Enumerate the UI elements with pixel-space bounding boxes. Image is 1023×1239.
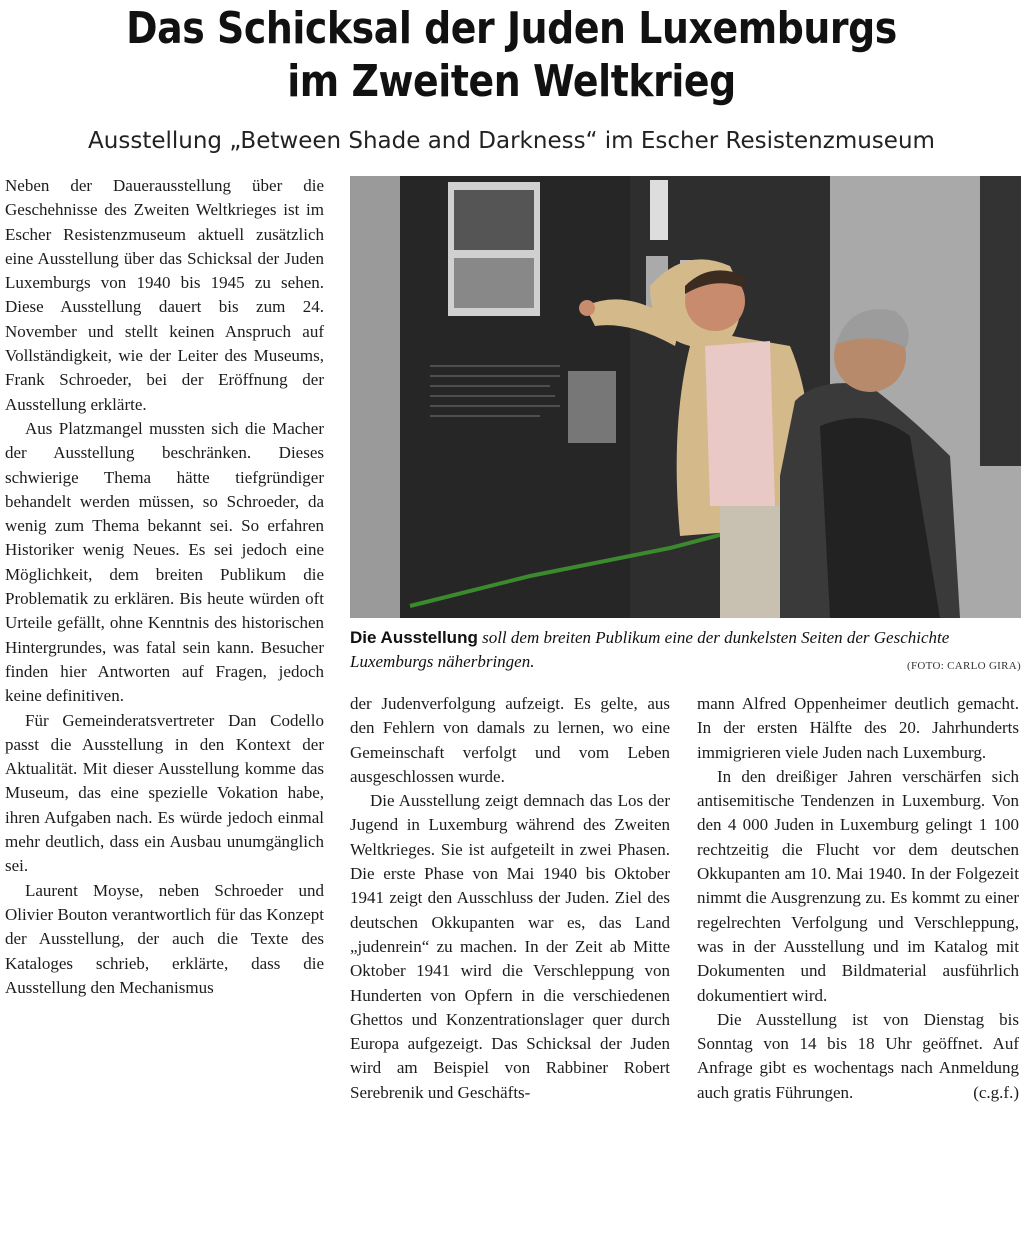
paragraph-2: Aus Platzmangel mussten sich die Macher der Ausstellung beschränken. Dieses schwierige Thema hätte tiefgründiger behandelt werden müssen, so Schroeder, da wenig zum Thema bekannt sei. So erfahren Historiker wenig Neues. Es sei jedoch eine Möglichkeit, dem breiten Publikum die Problematik zu erklären. Bis heute würden oft Urteile gefällt, ohne Kenntnis des historischen Hintergrundes, was fatal sein kann. Besucher finden hier Antworten auf Fragen, jedoch keine definitiven. bbox=[5, 418, 324, 706]
photo-caption bbox=[350, 626, 1021, 674]
paragraph-3: Für Gemeinderatsvertreter Dan Codello passt die Ausstellung in den Kontext der Aktualität. Mit dieser Ausstellung komme das Museum, das eine spezielle Vokation habe, ihren Aufgaben nach. Es würde jedoch einmal mehr deutlich, dass ein Ausbau unumgänglich sei. bbox=[5, 710, 324, 876]
caption-lead: Die Ausstellung bbox=[350, 628, 478, 647]
article-column-3 bbox=[697, 692, 1019, 1105]
article-column-1 bbox=[5, 174, 324, 1000]
headline-line-1: Das Schicksal der Juden Luxemburgs bbox=[126, 3, 897, 54]
paragraph-1: Neben der Dauerausstellung über die Geschehnisse des Zweiten Weltkrieges ist im Escher Resistenzmuseum aktuell zusätzlich eine Ausstellung über das Schicksal der Juden Luxemburgs von 1940 bis 1945 zu sehen. Diese Ausstellung dauert bis zum 24. November und stellt keinen Anspruch auf Vollständigkeit, wie der Leiter des Museums, Frank Schroeder, bei der Eröffnung der Ausstellung erklärte. bbox=[5, 176, 324, 414]
paragraph-7-text: Die Ausstellung ist von Dienstag bis Sonntag von 14 bis 18 Uhr geöffnet. Auf Anfrage gibt es wochentags nach Anmeldung auch gratis Führungen. bbox=[697, 1009, 1019, 1102]
photo-credit: (FOTO: CARLO GIRA) bbox=[907, 660, 1021, 672]
paragraph-5: Die Ausstellung zeigt demnach das Los der Jugend in Luxemburg während des Zweiten Weltkrieges. Sie ist aufgeteilt in zwei Phasen. Die erste Phase von Mai 1940 bis Oktober 1941 zeigt den Ausschluss der Juden. Ziel des deutschen Okkupanten war es, das Land „judenrein“ zu machen. In der Zeit ab Mitte Oktober 1941 wird die Verschleppung von Hunderten von Opfern in die verschiedenen Ghettos und Konzentrationslager quer durch Europa aufgezeigt. Das Schicksal der Juden wird am Beispiel von Rabbiner Robert Serebrenik und Geschäfts- bbox=[350, 791, 670, 1102]
caption-text: soll dem breiten Publikum eine der dunkelsten Seiten der Geschichte Luxemburgs näherbringen. bbox=[350, 628, 950, 671]
subtitle: Ausstellung „Between Shade and Darkness“ im Escher Resistenzmuseum bbox=[88, 128, 935, 154]
paragraph-6: In den dreißiger Jahren verschärfen sich antisemitische Tendenzen in Luxemburg. Von den 4 000 Juden in Luxemburg gelingt 1 100 rechtzeitig die Flucht vor dem deutschen Okkupanten am 10. Mai 1940. In der Folgezeit nimmt die Ausgrenzung zu. Es kommt zu einer regelrechten Verfolgung und Verschleppung, was in der Ausstellung und im Katalog mit Dokumenten und Bildmaterial ausführlich dokumentiert wird. bbox=[697, 766, 1019, 1005]
paragraph-5-continued: mann Alfred Oppenheimer deutlich gemacht. In der ersten Hälfte des 20. Jahrhunderts immigrieren viele Juden nach Luxemburg. bbox=[697, 694, 1019, 762]
paragraph-4: Laurent Moyse, neben Schroeder und Olivier Bouton verantwortlich für das Konzept der Ausstellung, der auch die Texte des Kataloges schrieb, erklärte, dass die Ausstellung den Mechanismus bbox=[5, 880, 324, 997]
headline bbox=[72, 2, 952, 108]
paragraph-4-continued: der Judenverfolgung aufzeigt. Es gelte, aus den Fehlern von damals zu lernen, wo eine Gemeinschaft verfolgt und vom Leben ausgeschlossen wurde. bbox=[350, 694, 670, 786]
headline-line-2: im Zweiten Weltkrieg bbox=[287, 56, 736, 107]
article-column-2 bbox=[350, 692, 670, 1105]
author-signature: (c.g.f.) bbox=[973, 1082, 1019, 1102]
exhibition-photo bbox=[350, 176, 1021, 618]
photo-illustration bbox=[350, 176, 1021, 618]
paragraph-7 bbox=[697, 1008, 1019, 1105]
